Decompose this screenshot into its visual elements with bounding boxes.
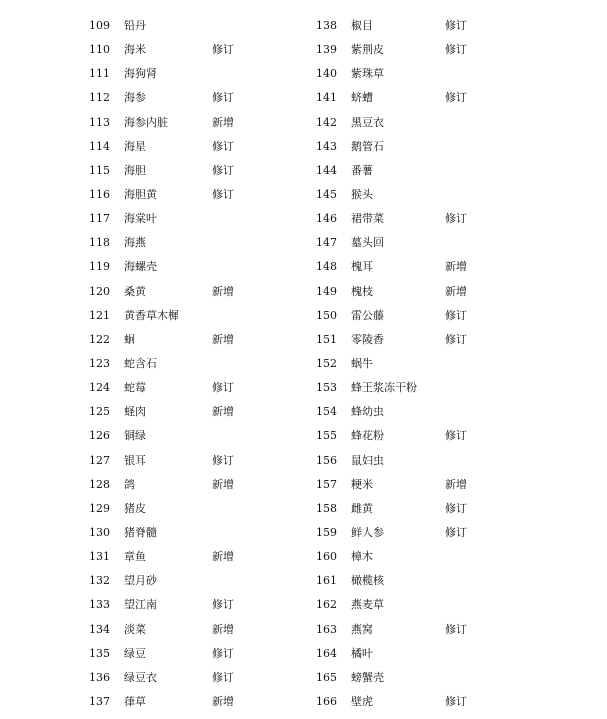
entry-status: 修订	[445, 694, 467, 708]
entry-name: 裙带菜	[351, 212, 384, 226]
list-row	[316, 255, 596, 279]
entry-number: 110	[89, 43, 110, 57]
entry-name: 淡菜	[124, 622, 146, 636]
entry-number: 111	[89, 67, 110, 81]
entry-number: 131	[89, 550, 110, 564]
entry-number: 138	[316, 19, 337, 32]
entry-number: 121	[89, 308, 110, 322]
list-row	[316, 280, 596, 304]
list-row	[316, 690, 596, 714]
entry-name: 鸽	[124, 477, 135, 491]
entry-name: 铅丹	[124, 19, 146, 32]
entry-number: 113	[89, 115, 110, 129]
entry-status: 新增	[445, 477, 467, 491]
entry-number: 143	[316, 139, 337, 153]
entry-number: 136	[89, 670, 110, 684]
entry-name: 猪皮	[124, 501, 146, 515]
entry-name: 猪脊髓	[124, 525, 157, 539]
entry-name: 黑豆衣	[351, 115, 384, 129]
list-row	[316, 473, 596, 497]
entry-name: 蛇莓	[124, 381, 146, 395]
entry-name: 墓头回	[351, 236, 384, 250]
entry-status: 修订	[212, 670, 234, 684]
entry-status: 修订	[445, 91, 467, 105]
entry-name: 绿豆衣	[124, 670, 157, 684]
entry-status: 修订	[212, 43, 234, 57]
entry-name: 葎草	[124, 694, 146, 708]
entry-name: 番薯	[351, 163, 373, 177]
entry-number: 134	[89, 622, 110, 636]
entry-name: 椒目	[351, 19, 373, 32]
entry-number: 122	[89, 332, 110, 346]
entry-number: 142	[316, 115, 337, 129]
entry-number: 162	[316, 598, 337, 612]
entry-status: 新增	[212, 405, 234, 419]
list-row	[316, 497, 596, 521]
list-row	[316, 14, 596, 38]
entry-name: 鲜人参	[351, 525, 384, 539]
list-row	[316, 304, 596, 328]
entry-status: 修订	[445, 622, 467, 636]
entry-number: 109	[89, 19, 110, 32]
list-row	[316, 593, 596, 617]
entry-number: 112	[89, 91, 110, 105]
entry-number: 124	[89, 381, 110, 395]
entry-number: 115	[89, 163, 110, 177]
entry-number: 120	[89, 284, 110, 298]
entry-status: 修订	[445, 429, 467, 443]
entry-number: 148	[316, 260, 337, 274]
list-row	[316, 183, 596, 207]
list-row	[316, 207, 596, 231]
entry-number: 119	[89, 260, 110, 274]
list-row	[316, 400, 596, 424]
entry-number: 145	[316, 187, 337, 201]
entry-number: 147	[316, 236, 337, 250]
entry-name: 槐耳	[351, 260, 373, 274]
list-row	[316, 569, 596, 593]
list-row	[316, 352, 596, 376]
entry-number: 140	[316, 67, 337, 81]
entry-name: 桑黄	[124, 284, 146, 298]
entry-name: 橘叶	[351, 646, 373, 660]
entry-name: 燕窝	[351, 622, 373, 636]
entry-number: 125	[89, 405, 110, 419]
entry-number: 123	[89, 356, 110, 370]
entry-name: 雌黄	[351, 501, 373, 515]
entry-number: 139	[316, 43, 337, 57]
entry-status: 新增	[445, 284, 467, 298]
entry-status: 新增	[212, 550, 234, 564]
entry-status: 修订	[212, 646, 234, 660]
entry-number: 149	[316, 284, 337, 298]
entry-number: 116	[89, 187, 110, 201]
entry-name: 鼠妇虫	[351, 453, 384, 467]
entry-number: 160	[316, 550, 337, 564]
entry-status: 新增	[212, 477, 234, 491]
list-row	[316, 231, 596, 255]
entry-name: 海狗肾	[124, 67, 157, 81]
entry-status: 修订	[445, 332, 467, 346]
entry-name: 海参	[124, 91, 146, 105]
entry-name: 章鱼	[124, 550, 146, 564]
entry-number: 126	[89, 429, 110, 443]
entry-name: 壁虎	[351, 694, 373, 708]
entry-number: 165	[316, 670, 337, 684]
entry-name: 猴头	[351, 187, 373, 201]
entry-number: 130	[89, 525, 110, 539]
entry-name: 绿豆	[124, 646, 146, 660]
entry-number: 166	[316, 694, 337, 708]
entry-name: 海胆黄	[124, 187, 157, 201]
entry-number: 161	[316, 574, 337, 588]
entry-status: 修订	[212, 187, 234, 201]
entry-status: 修订	[212, 163, 234, 177]
entry-number: 150	[316, 308, 337, 322]
entry-number: 157	[316, 477, 337, 491]
entry-status: 修订	[212, 381, 234, 395]
entry-name: 铜绿	[124, 429, 146, 443]
entry-name: 紫荆皮	[351, 43, 384, 57]
entry-number: 158	[316, 501, 337, 515]
entry-name: 蛇含石	[124, 356, 157, 370]
entry-status: 修订	[212, 91, 234, 105]
entry-name: 雷公藤	[351, 308, 384, 322]
entry-number: 132	[89, 574, 110, 588]
entry-name: 海螺壳	[124, 260, 157, 274]
entry-status: 修订	[445, 212, 467, 226]
entry-status: 修订	[212, 598, 234, 612]
entry-number: 159	[316, 525, 337, 539]
entry-status: 修订	[445, 43, 467, 57]
entry-name: 槐枝	[351, 284, 373, 298]
entry-number: 141	[316, 91, 337, 105]
list-row	[316, 449, 596, 473]
entry-number: 164	[316, 646, 337, 660]
entry-name: 银耳	[124, 453, 146, 467]
entry-name: 海参内脏	[124, 115, 168, 129]
entry-number: 135	[89, 646, 110, 660]
entry-number: 151	[316, 332, 337, 346]
list-row	[316, 38, 596, 62]
entry-number: 114	[89, 139, 110, 153]
entry-number: 144	[316, 163, 337, 177]
list-row	[316, 521, 596, 545]
entry-name: 樟木	[351, 550, 373, 564]
entry-status: 修订	[212, 453, 234, 467]
entry-number: 146	[316, 212, 337, 226]
entry-status: 新增	[212, 694, 234, 708]
entry-number: 153	[316, 381, 337, 395]
entry-number: 118	[89, 236, 110, 250]
entry-number: 117	[89, 212, 110, 226]
entry-name: 紫珠草	[351, 67, 384, 81]
entry-number: 133	[89, 598, 110, 612]
entry-name: 橄榄核	[351, 574, 384, 588]
entry-name: 螃蟹壳	[351, 670, 384, 684]
entry-name: 蜗牛	[351, 356, 373, 370]
entry-name: 零陵香	[351, 332, 384, 346]
entry-number: 128	[89, 477, 110, 491]
entry-name: 海燕	[124, 236, 146, 250]
list-row	[316, 424, 596, 448]
entry-status: 新增	[212, 284, 234, 298]
entry-number: 155	[316, 429, 337, 443]
entry-name: 蛴螬	[351, 91, 373, 105]
entry-name: 蛏肉	[124, 405, 146, 419]
entry-number: 163	[316, 622, 337, 636]
entry-name: 海棠叶	[124, 212, 157, 226]
entry-number: 127	[89, 453, 110, 467]
list-row	[316, 62, 596, 86]
list-row	[316, 666, 596, 690]
entry-status: 修订	[212, 139, 234, 153]
entry-number: 152	[316, 356, 337, 370]
entry-name: 蜂王浆冻干粉	[351, 381, 417, 395]
list-row	[316, 135, 596, 159]
entry-status: 修订	[445, 308, 467, 322]
entry-status: 新增	[212, 115, 234, 129]
entry-name: 燕麦草	[351, 598, 384, 612]
entry-status: 新增	[212, 332, 234, 346]
entry-number: 137	[89, 694, 110, 708]
entry-status: 修订	[445, 525, 467, 539]
entry-name: 蜂花粉	[351, 429, 384, 443]
entry-status: 新增	[212, 622, 234, 636]
list-row	[316, 642, 596, 666]
entry-name: 望月砂	[124, 574, 157, 588]
list-row	[316, 159, 596, 183]
entry-number: 156	[316, 453, 337, 467]
entry-name: 蜂幼虫	[351, 405, 384, 419]
right-list-column	[316, 14, 596, 714]
entry-status: 修订	[445, 19, 467, 32]
entry-name: 鹅管石	[351, 139, 384, 153]
entry-name: 粳米	[351, 477, 373, 491]
list-row	[316, 376, 596, 400]
list-row	[316, 328, 596, 352]
list-row	[316, 545, 596, 569]
list-row	[316, 111, 596, 135]
entry-name: 黄香草木樨	[124, 308, 179, 322]
entry-name: 海胆	[124, 163, 146, 177]
entry-status: 新增	[445, 260, 467, 274]
entry-status: 修订	[445, 501, 467, 515]
entry-name: 海米	[124, 43, 146, 57]
list-row	[316, 618, 596, 642]
entry-number: 129	[89, 501, 110, 515]
list-row	[316, 86, 596, 110]
entry-name: 望江南	[124, 598, 157, 612]
entry-name: 海星	[124, 139, 146, 153]
entry-number: 154	[316, 405, 337, 419]
entry-name: 蛔	[124, 332, 135, 346]
